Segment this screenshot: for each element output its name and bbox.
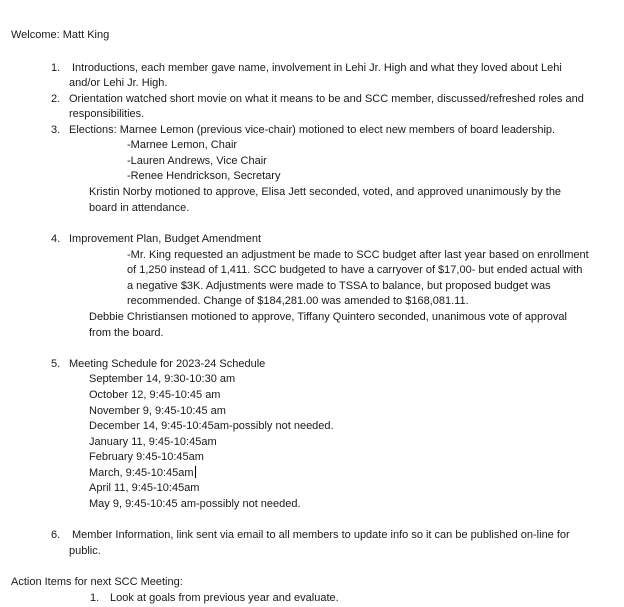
text-cursor — [195, 466, 196, 478]
schedule-may: May 9, 9:45-10:45 am-possibly not needed. — [89, 498, 301, 510]
action-item-1-text: Look at goals from previous year and evaluate. — [110, 592, 339, 604]
item-4-sub-line-1: -Mr. King requested an adjustment be made to SCC budget after last year based on enrollment — [127, 249, 589, 261]
item-1-line-2: and/or Lehi Jr. High. — [69, 77, 168, 89]
schedule-september: September 14, 9:30-10:30 am — [89, 373, 236, 385]
item-4-sub-line-3: a negative $3K. Adjustments were made to TSSA to balance, but proposed budget was — [127, 280, 551, 292]
item-2-line-2: responsibilities. — [69, 108, 145, 120]
schedule-october: October 12, 9:45-10:45 am — [89, 389, 221, 401]
item-6-line-1: Member Information, link sent via email to all members to update info so it can be published on-line for — [72, 529, 570, 541]
item-4-line-1: Improvement Plan, Budget Amendment — [69, 233, 261, 245]
item-3-officer-vice-chair: -Lauren Andrews, Vice Chair — [127, 155, 267, 167]
item-5-number: 5. — [51, 358, 61, 370]
item-4-sub-line-2: of 1,250 instead of 1,411. SCC budgeted to have a carryover of $17,00- but ended actual with — [127, 264, 583, 276]
item-3-officer-secretary: -Renee Hendrickson, Secretary — [127, 170, 281, 182]
schedule-december: December 14, 9:45-10:45am-possibly not needed. — [89, 420, 334, 432]
item-3-note-line-1: Kristin Norby motioned to approve, Elisa Jett seconded, voted, and approved unanimously by the — [89, 186, 562, 198]
item-3-officer-chair: -Marnee Lemon, Chair — [127, 139, 238, 151]
item-4-note-line-1: Debbie Christiansen motioned to approve, Tiffany Quintero seconded, unanimous vote of approval — [89, 311, 567, 323]
item-4-number: 4. — [51, 233, 61, 245]
schedule-march: March, 9:45-10:45am — [89, 467, 194, 479]
item-1-number: 1. — [51, 62, 61, 74]
item-5-line-1: Meeting Schedule for 2023-24 Schedule — [69, 358, 266, 370]
item-6-number: 6. — [51, 529, 61, 541]
schedule-april: April 11, 9:45-10:45am — [89, 482, 200, 494]
item-4-sub-line-4: recommended. Change of $184,281.00 was amended to $168,081.11. — [127, 295, 469, 307]
item-1-line-1: Introductions, each member gave name, involvement in Lehi Jr. High and what they loved about Lehi — [72, 62, 562, 74]
item-6-line-2: public. — [69, 545, 101, 557]
schedule-november: November 9, 9:45-10:45 am — [89, 405, 226, 417]
schedule-february: February 9:45-10:45am — [89, 451, 204, 463]
item-2-line-1: Orientation watched short movie on what it means to be and SCC member, discussed/refreshed roles and — [69, 93, 584, 105]
item-3-note-line-2: board in attendance. — [89, 202, 190, 214]
schedule-january: January 11, 9:45-10:45am — [89, 436, 217, 448]
action-item-1-number: 1. — [90, 592, 100, 604]
item-3-number: 3. — [51, 124, 61, 136]
item-4-note-line-2: from the board. — [89, 327, 164, 339]
item-2-number: 2. — [51, 93, 61, 105]
action-items-heading: Action Items for next SCC Meeting: — [11, 576, 183, 588]
schedule-march-row[interactable] — [89, 466, 196, 482]
item-3-line-1: Elections: Marnee Lemon (previous vice-chair) motioned to elect new members of board leadership. — [69, 124, 556, 136]
welcome-line: Welcome: Matt King — [11, 29, 110, 41]
